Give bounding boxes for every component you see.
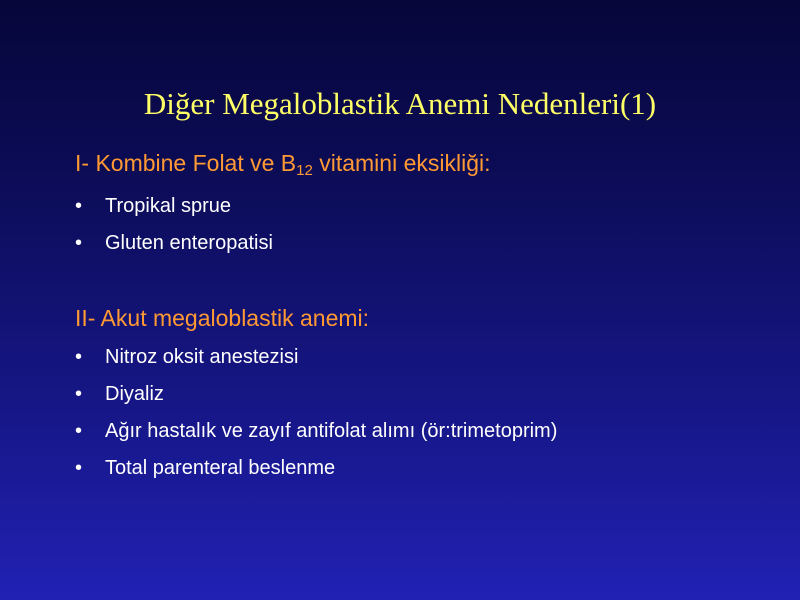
heading-text-suffix: vitamini eksikliği: (312, 150, 491, 176)
slide-title: Diğer Megaloblastik Anemi Nedenleri(1) (143, 86, 657, 121)
bullet-icon: • (75, 457, 83, 479)
heading-subscript: 12 (296, 162, 313, 179)
list-item-text: Ağır hastalık ve zayıf antifolat alımı (ör:trimetoprim) (105, 420, 558, 442)
bullet-icon: • (75, 232, 83, 254)
list-item-text: Nitroz oksit anestezisi (105, 346, 299, 368)
bullet-icon: • (75, 420, 83, 442)
section-heading-acute-anemia: II- Akut megaloblastik anemi: (75, 305, 370, 331)
bullet-icon: • (75, 383, 83, 405)
list-item-text: Gluten enteropatisi (105, 232, 273, 254)
list-item-text: Total parenteral beslenme (105, 457, 336, 479)
bullet-icon: • (75, 195, 83, 217)
section-heading-combined-deficiency (75, 149, 491, 177)
list-item-text: Diyaliz (105, 383, 164, 405)
heading-text-prefix: I- Kombine Folat ve B (75, 150, 297, 176)
bullet-icon: • (75, 346, 83, 368)
list-item-text: Tropikal sprue (105, 195, 231, 217)
